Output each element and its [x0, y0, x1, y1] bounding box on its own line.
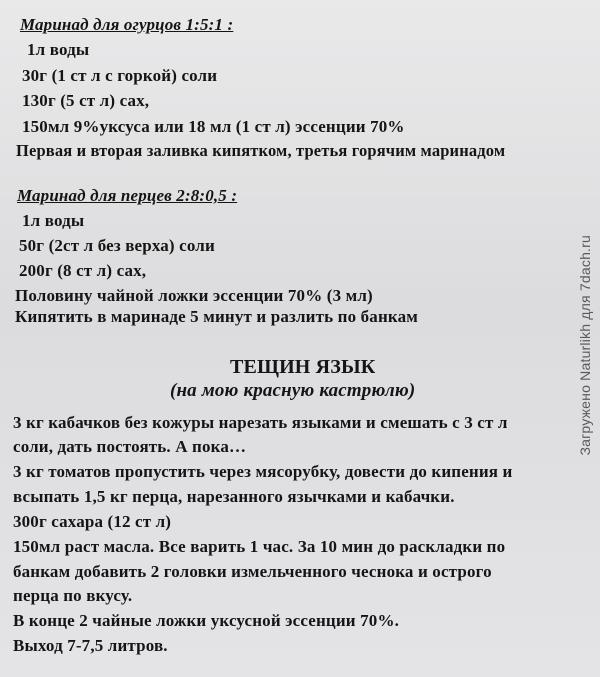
recipe-line: В конце 2 чайные ложки уксусной эссенции 70%. — [13, 611, 399, 630]
pepper-marinade-line: 200г (8 ст л) сах, — [19, 261, 147, 280]
recipe-line: Выход 7-7,5 литров. — [13, 636, 168, 655]
recipe-subtitle: (на мою красную кастрюлю) — [170, 380, 416, 401]
recipe-line: банкам добавить 2 головки измельченного чеснока и острого — [13, 562, 492, 581]
cucumber-marinade-line: 30г (1 ст л с горкой) соли — [22, 66, 218, 85]
cucumber-marinade-line: 150мл 9%уксуса или 18 мл (1 ст л) эссенции 70% — [22, 117, 405, 136]
recipe-line: всыпать 1,5 кг перца, нарезанного язычками и кабачки. — [13, 487, 455, 506]
recipe-line: 3 кг кабачков без кожуры нарезать языками и смешать с 3 ст л — [13, 413, 508, 432]
pepper-marinade-header: Маринад для перцев 2:8:0,5 : — [17, 186, 238, 205]
cucumber-marinade-line: 130г (5 ст л) сах, — [22, 91, 150, 110]
recipe-line: 3 кг томатов пропустить через мясорубку, довести до кипения и — [13, 462, 513, 481]
pepper-marinade-line: Половину чайной ложки эссенции 70% (3 мл) — [15, 286, 373, 305]
recipe-line: соли, дать постоять. А пока… — [13, 437, 247, 456]
cucumber-marinade-header: Маринад для огурцов 1:5:1 : — [20, 15, 234, 34]
pepper-marinade-line: 50г (2ст л без верха) соли — [19, 236, 215, 255]
pepper-marinade-line: Кипятить в маринаде 5 минут и разлить по банкам — [15, 307, 418, 326]
watermark-text: Загружено Naturlikh для 7dach.ru — [577, 234, 593, 456]
cucumber-marinade-line: 1л воды — [27, 40, 90, 59]
recipe-line: 150мл раст масла. Все варить 1 час. За 10 мин до раскладки по — [13, 537, 506, 556]
recipe-title: ТЕЩИН ЯЗЫК — [230, 356, 376, 378]
pepper-marinade-line: 1л воды — [22, 211, 85, 230]
watermark — [572, 20, 598, 670]
recipe-line: перца по вкусу. — [13, 586, 133, 605]
recipe-line: 300г сахара (12 ст л) — [13, 512, 172, 531]
cucumber-marinade-line: Первая и вторая заливка кипятком, третья горячим маринадом — [16, 141, 506, 160]
